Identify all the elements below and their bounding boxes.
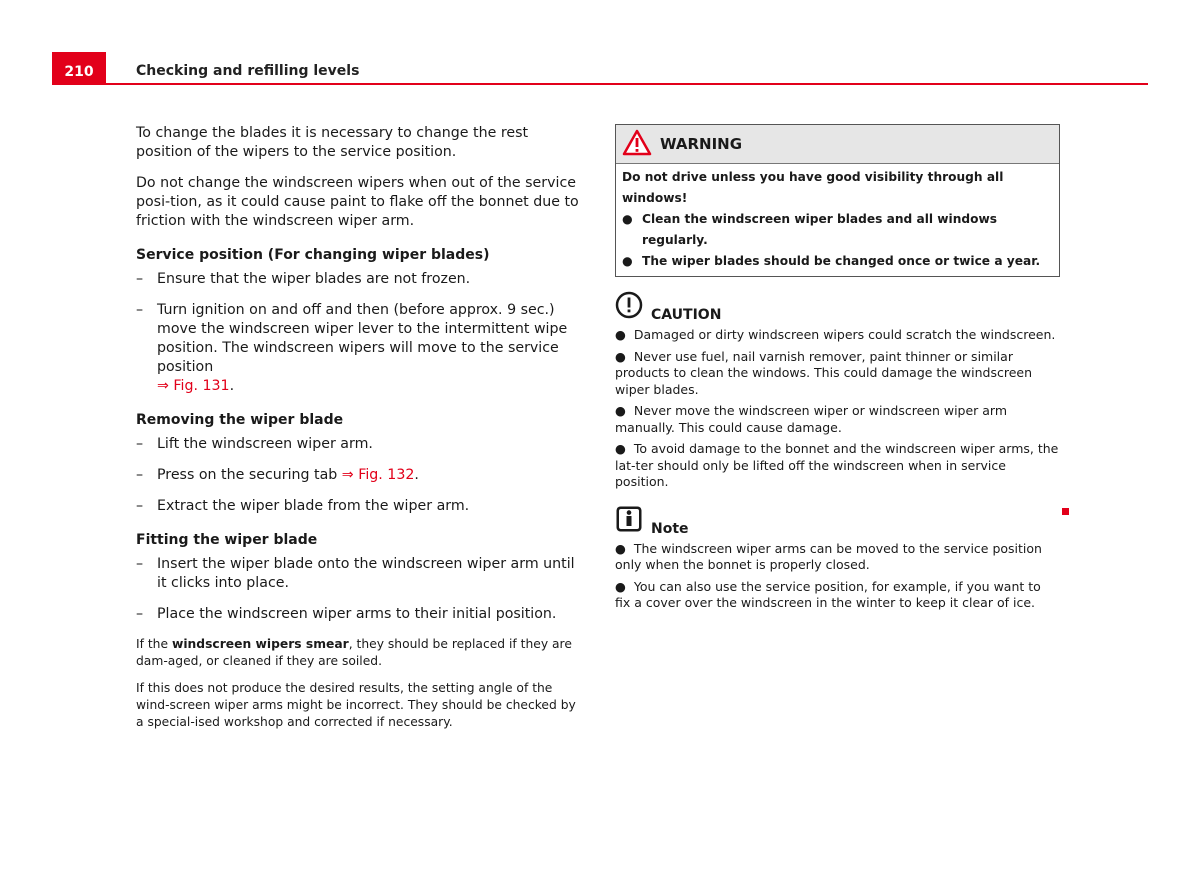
caution-item: ● Damaged or dirty windscreen wipers could scratch the windscreen. bbox=[615, 327, 1056, 342]
smear-paragraph: If the windscreen wipers smear, they should be replaced if they are dam-aged, or cleaned if they are soiled. bbox=[136, 637, 572, 668]
note-list bbox=[615, 541, 1060, 612]
right-column bbox=[615, 124, 1060, 617]
note-title: Note bbox=[651, 520, 689, 537]
note-item: ● The windscreen wiper arms can be moved to the service position only when the bonnet is properly closed. bbox=[615, 540, 1042, 572]
page-number: 210 bbox=[52, 52, 106, 84]
header-divider bbox=[52, 83, 1148, 85]
warning-header bbox=[616, 125, 1059, 164]
warning-lead: Do not drive unless you have good visibility through all windows! bbox=[622, 170, 1004, 205]
step-item: – Turn ignition on and off and then (before approx. 9 sec.) move the windscreen wiper lever to the intermittent wipe position. The windscreen wipers will move to the service position ⇒ Fig. 131. bbox=[136, 302, 568, 394]
warning-triangle-icon bbox=[622, 129, 652, 160]
subheading-fitting-blade: Fitting the wiper blade bbox=[136, 532, 318, 548]
caution-item: ● Never use fuel, nail varnish remover, paint thinner or similar products to clean the windows. This could damage the windscreen wiper blades. bbox=[615, 348, 1033, 397]
subheading-removing-blade: Removing the wiper blade bbox=[136, 412, 344, 428]
figure-reference-link[interactable]: ⇒ Fig. 131 bbox=[157, 378, 230, 394]
note-item: ● You can also use the service position, for example, if you want to fix a cover over the windscreen in the winter to keep it clear of ice. bbox=[615, 578, 1041, 610]
step-item: – Lift the windscreen wiper arm. bbox=[136, 436, 373, 452]
info-icon bbox=[615, 505, 643, 537]
subheading-service-position: Service position (For changing wiper blades) bbox=[136, 247, 490, 263]
step-item: – Extract the wiper blade from the wiper arm. bbox=[136, 498, 470, 514]
warning-body bbox=[616, 164, 1059, 276]
caution-header bbox=[615, 291, 1060, 323]
left-column bbox=[136, 124, 581, 741]
note-header bbox=[615, 505, 1060, 537]
caution-title: CAUTION bbox=[651, 307, 722, 323]
section-title: Checking and refilling levels bbox=[136, 63, 360, 79]
step-item: – Insert the wiper blade onto the windscreen wiper arm until it clicks into place. bbox=[136, 556, 575, 591]
angle-paragraph: If this does not produce the desired results, the setting angle of the wind-screen wiper arms might be incorrect. They should be checked by a special-ised workshop and corrected if necessary. bbox=[136, 681, 576, 729]
intro-paragraph: To change the blades it is necessary to change the rest position of the wipers to the service position. bbox=[136, 125, 529, 160]
exclamation-circle-icon bbox=[615, 291, 643, 323]
caution-item: ● Never move the windscreen wiper or windscreen wiper arm manually. This could cause damage. bbox=[615, 403, 1008, 435]
figure-reference-link[interactable]: ⇒ Fig. 132 bbox=[341, 467, 415, 483]
section-end-marker bbox=[1062, 508, 1069, 515]
step-item: – Press on the securing tab ⇒ Fig. 132. bbox=[136, 467, 419, 483]
caution-list bbox=[615, 327, 1060, 491]
warning-box bbox=[615, 124, 1060, 277]
warning-title: WARNING bbox=[660, 135, 743, 153]
step-item: – Ensure that the wiper blades are not frozen. bbox=[136, 271, 471, 287]
caution-item: ● To avoid damage to the bonnet and the windscreen wiper arms, the lat-ter should only be lifted off the windscreen when in service position. bbox=[615, 441, 1059, 489]
step-item: – Place the windscreen wiper arms to their initial position. bbox=[136, 606, 557, 622]
warning-item: ● Clean the windscreen wiper blades and all windows regularly. bbox=[622, 212, 998, 247]
warning-item: ● The wiper blades should be changed once or twice a year. bbox=[622, 254, 1041, 268]
intro-paragraph: Do not change the windscreen wipers when out of the service posi-tion, as it could cause paint to flake off the bonnet due to friction with the windscreen wiper arm. bbox=[136, 175, 579, 229]
